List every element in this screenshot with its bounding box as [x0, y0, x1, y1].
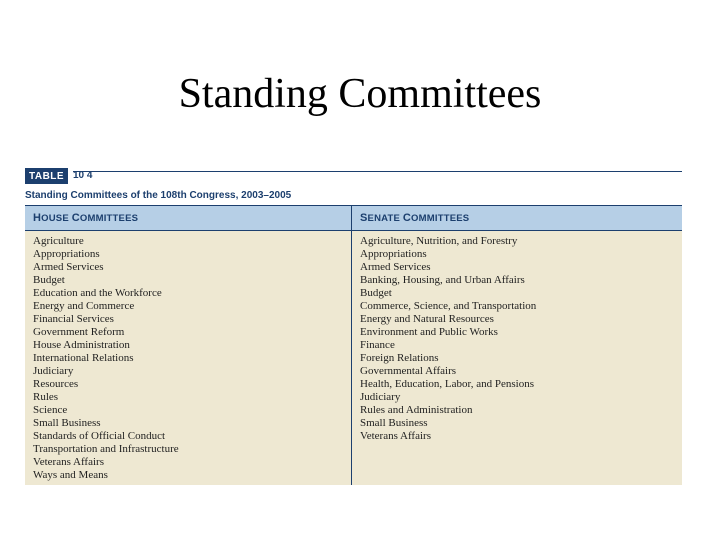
committee-list-item: Education and the Workforce	[33, 287, 162, 299]
committee-list-item: Veterans Affairs	[33, 456, 104, 468]
house-header-rest: OUSE	[41, 213, 72, 224]
senate-header-rest: ENATE	[367, 213, 403, 224]
committee-list-item: Health, Education, Labor, and Pensions	[360, 378, 534, 390]
committee-list-item: Energy and Natural Resources	[360, 313, 494, 325]
committee-list-item: Financial Services	[33, 313, 114, 325]
committee-list-item: Judiciary	[33, 365, 74, 377]
committee-list-item: Science	[33, 404, 68, 416]
senate-committees-header	[352, 205, 682, 231]
committee-list-item: Small Business	[360, 417, 428, 429]
committee-list-item: Banking, Housing, and Urban Affairs	[360, 274, 525, 286]
house-committees-column	[25, 205, 352, 485]
committee-list-item: Appropriations	[33, 248, 100, 260]
committee-list-item: Small Business	[33, 417, 101, 429]
committee-list-item: Armed Services	[360, 261, 431, 273]
committees-table-figure	[25, 168, 682, 485]
committee-list-item: Agriculture, Nutrition, and Forestry	[360, 235, 518, 247]
committee-list-item: Armed Services	[33, 261, 104, 273]
committee-list-item: Judiciary	[360, 391, 401, 403]
committee-list-item: Veterans Affairs	[360, 430, 431, 442]
committee-list-item: Energy and Commerce	[33, 300, 135, 312]
slide-title: Standing Committees	[178, 71, 542, 117]
senate-header-initial: S	[360, 212, 368, 224]
committee-list-item: Agriculture	[33, 235, 84, 247]
committee-list-item: Commerce, Science, and Transportation	[360, 300, 537, 312]
committee-list-item: Transportation and Infrastructure	[33, 443, 179, 455]
house-committees-list	[25, 231, 351, 482]
committee-list-item: Rules	[33, 391, 59, 403]
committee-list-item: House Administration	[33, 339, 130, 351]
committee-list-item: Government Reform	[33, 326, 125, 338]
committees-table	[25, 205, 682, 485]
committee-list-item: Standards of Official Conduct	[33, 430, 166, 442]
table-caption: Standing Committees of the 108th Congress, 2003–2005	[25, 190, 292, 201]
committee-list-item: Rules and Administration	[360, 404, 473, 416]
table-label-row	[25, 168, 682, 185]
senate-header-initial-2: C	[402, 212, 412, 224]
committee-list-item: Budget	[360, 287, 392, 299]
house-header-initial-2: C	[71, 212, 80, 224]
committee-list-item: Budget	[33, 274, 65, 286]
committee-list-item: Ways and Means	[33, 469, 108, 481]
committee-list-item: International Relations	[33, 352, 134, 364]
committee-list-item: Resources	[33, 378, 79, 390]
senate-committees-list	[352, 231, 682, 443]
committee-list-item: Appropriations	[360, 248, 427, 260]
committee-list-item: Environment and Public Works	[360, 326, 498, 338]
table-number: 10 4	[73, 170, 93, 181]
senate-committees-column	[352, 205, 682, 485]
committee-list-item: Finance	[360, 339, 395, 351]
house-header-initial: H	[33, 212, 42, 224]
house-committees-header	[25, 205, 351, 231]
committee-list-item: Governmental Affairs	[360, 365, 457, 377]
house-header-rest-2: OMMITTEES	[79, 213, 139, 224]
table-label: TABLE	[25, 168, 68, 184]
committee-list-item: Foreign Relations	[360, 352, 439, 364]
senate-header-rest-2: OMMITTEES	[411, 213, 470, 224]
